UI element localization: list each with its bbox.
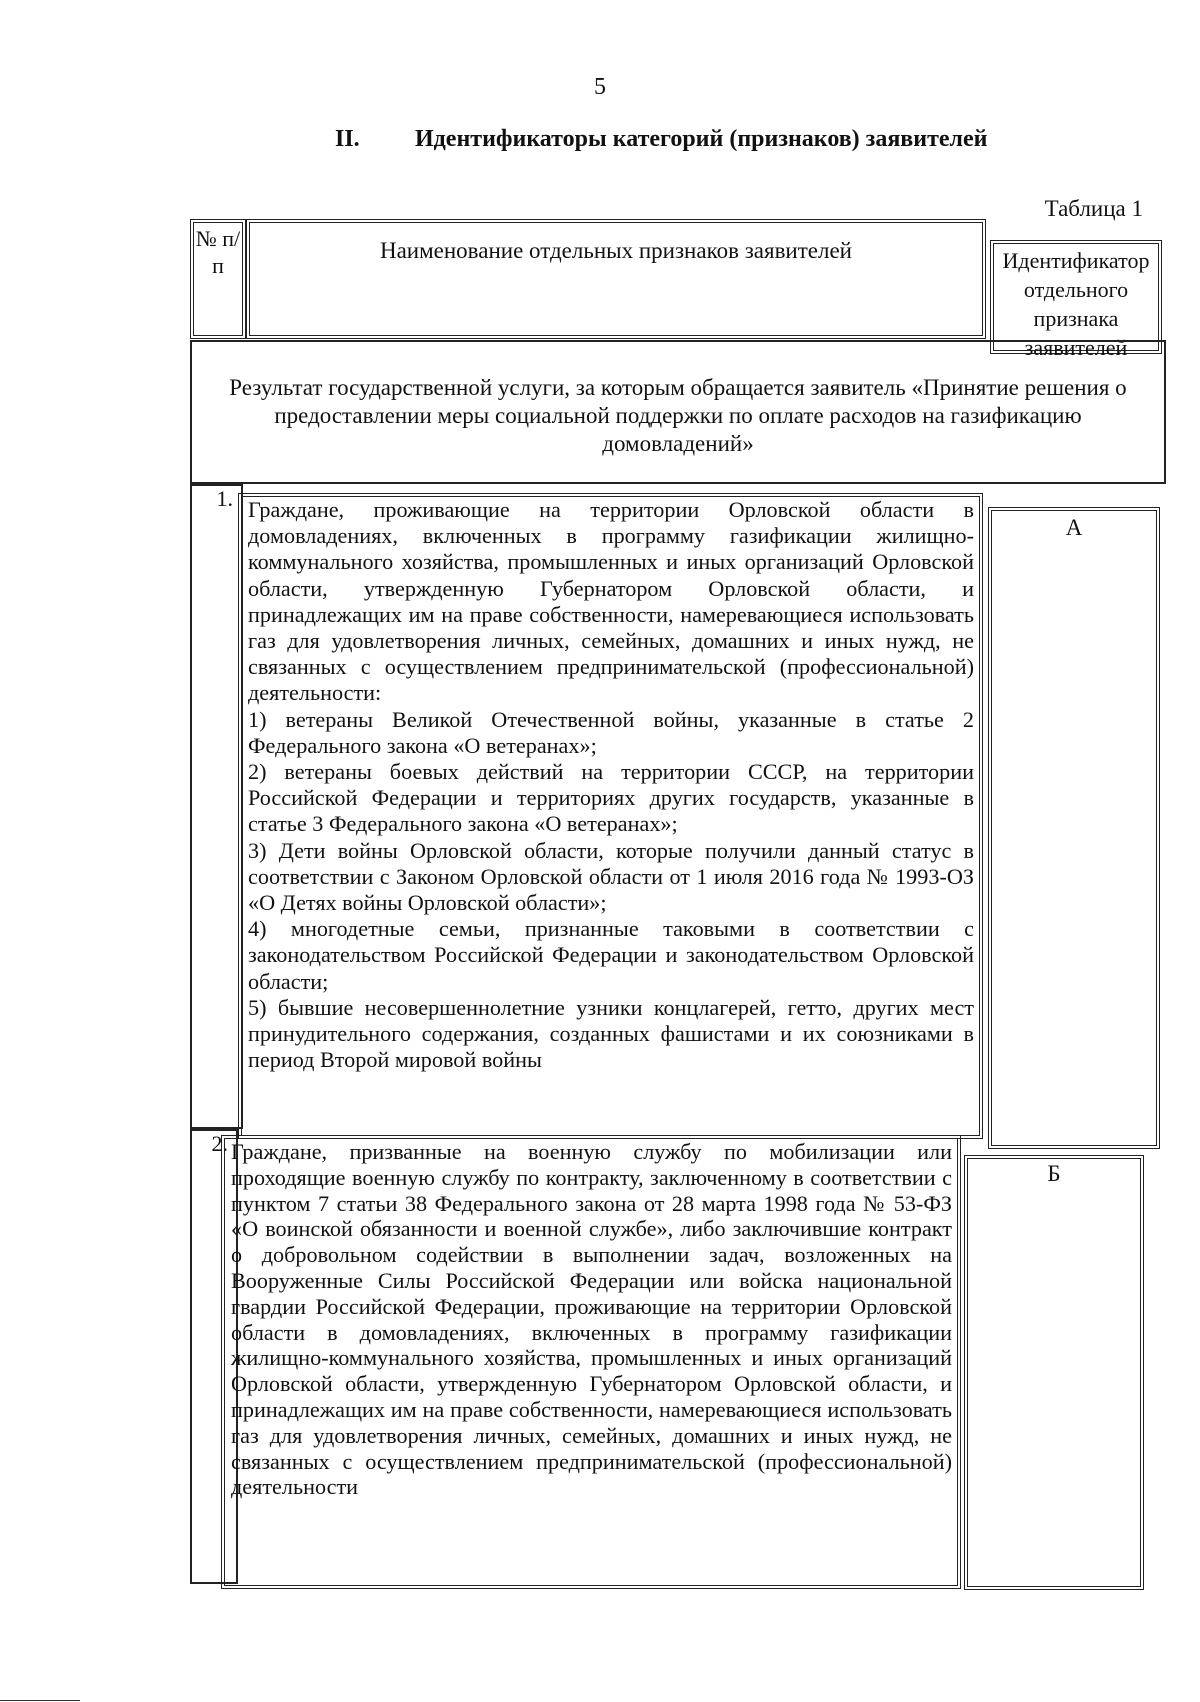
row-intro: Граждане, проживающие на территории Орловской области в домовладениях, включенных в программу газификации жилищно-коммунального хозяйства, промышленных и иных организаций Орловской области, утвержденную Губернатором Орловской области, и принадлежащих им на праве собственности, намеревающиеся использовать газ для удовлетворения личных, семейных, домашних и иных нужд, не связанных с осуществлением предпринимательской (профессиональной) деятельности: — [248, 497, 974, 706]
header-name: Наименование отдельных признаков заявителей — [246, 219, 986, 339]
list-item: 4) многодетные семьи, признанные таковыми в соответствии с законодательством Российской Федерации и законодательством Орловской области; — [248, 916, 974, 994]
list-item: 5) бывшие несовершеннолетние узники концлагерей, гетто, других мест принудительного содержания, созданных фашистами и их союзниками в период Второй мировой войны — [248, 994, 974, 1073]
row-identifier: Б — [964, 1155, 1144, 1590]
header-identifier: Идентификатор отдельного признака заявителей — [990, 240, 1162, 354]
result-row: Результат государственной услуги, за которым обращается заявитель «Принятие решения о предоставлении меры социальной поддержки по оплате расходов на газификацию домовладений» — [190, 340, 1166, 484]
list-item: 1) ветераны Великой Отечественной войны, указанные в статье 2 Федерального закона «О ветеранах»; — [248, 706, 974, 758]
list-item: 3) Дети войны Орловской области, которые получили данный статус в соответствии с Законом Орловской области от 1 июля 2016 года № 1993-ОЗ «О Детях войны Орловской области»; — [248, 837, 974, 916]
section-number: II. — [335, 126, 360, 152]
row-identifier: А — [988, 507, 1160, 1149]
row-number: 1. — [190, 484, 243, 1129]
header-number: № п/п — [190, 219, 246, 339]
table-caption: Таблица 1 — [1044, 196, 1143, 221]
divider — [0, 1700, 80, 1701]
row-text — [221, 1135, 961, 1589]
section-title: Идентификаторы категорий (признаков) заявителей — [415, 126, 988, 152]
list-item: 2) ветераны боевых действий на территории СССР, на территории Российской Федерации и территориях других государств, указанные в статье 3 Федерального закона «О ветеранах»; — [248, 759, 974, 837]
row-number: 2. — [190, 1129, 238, 1584]
row-body: Граждане, призванные на военную службу по мобилизации или проходящие военную службу по контракту, заключенному в соответствии с пунктом 7 статьи 38 Федерального закона от 28 марта 1998 года № 53-ФЗ «О воинской обязанности и военной службе», либо заключившие контракт о добровольном содействии в выполнении задач, возложенных на Вооруженные Силы Российской Федерации или войска национальной гвардии Российской Федерации, проживающие на территории Орловской области в домовладениях, включенных в программу газификации жилищно-коммунального хозяйства, промышленных и иных организаций Орловской области, утвержденную Губернатором Орловской области, и принадлежащих им на праве собственности, намеревающиеся использовать газ для удовлетворения личных, семейных, домашних и иных нужд, не связанных с осуществлением предпринимательской (профессиональной) деятельности — [231, 1139, 952, 1500]
row-text — [238, 493, 983, 1139]
page-number: 5 — [594, 74, 606, 100]
section-heading — [335, 126, 1035, 153]
